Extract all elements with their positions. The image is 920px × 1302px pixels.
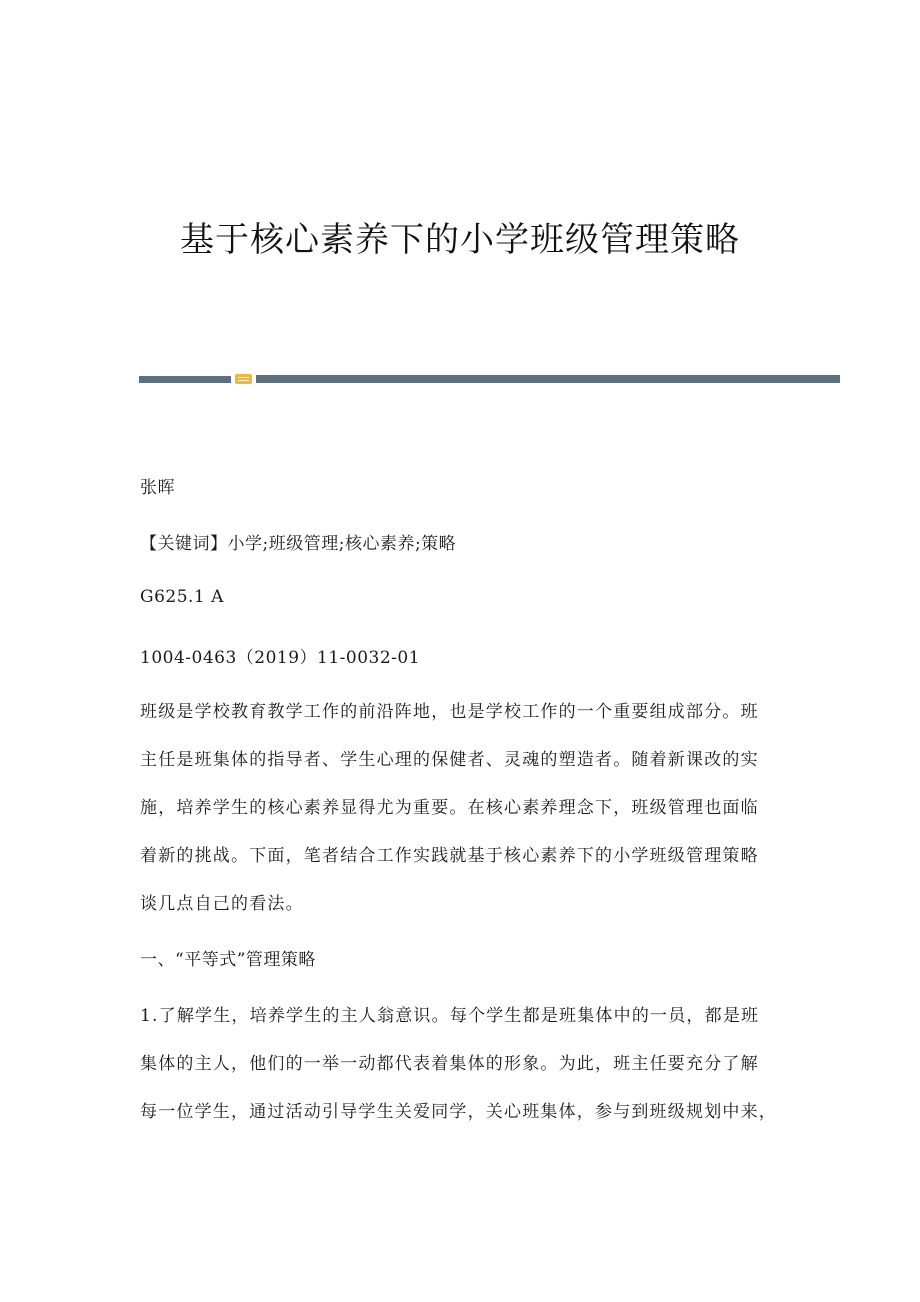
paragraph-line: 施，培养学生的核心素养显得尤为重要。在核心素养理念下，班级管理也面临 [140,798,759,818]
paragraph-line: 谈几点自己的看法。 [140,894,304,914]
article-number: 1004-0463（2019）11-0032-01 [140,648,421,668]
keywords: 【关键词】小学;班级管理;核心素养;策略 [140,534,457,554]
divider-bar-left [139,376,231,383]
page-title: 基于核心素养下的小学班级管理策略 [180,220,740,260]
author: 张晖 [140,478,175,498]
paragraph-line: 着新的挑战。下面，笔者结合工作实践就基于核心素养下的小学班级管理策略 [140,846,759,866]
divider-bar-right [256,375,840,383]
paragraph-line: 1.了解学生，培养学生的主人翁意识。每个学生都是班集体中的一员，都是班 [140,1006,760,1026]
classification-code: G625.1 A [140,587,224,607]
paragraph-line: 每一位学生，通过活动引导学生关爱同学，关心班集体，参与到班级规划中来， [140,1102,777,1122]
paragraph-line: 班级是学校教育教学工作的前沿阵地，也是学校工作的一个重要组成部分。班 [140,702,759,722]
divider-ornament-icon [235,374,252,384]
title-divider [139,374,840,384]
paragraph-line: 集体的主人，他们的一举一动都代表着集体的形象。为此，班主任要充分了解 [140,1054,759,1074]
section-heading: 一、“平等式”管理策略 [140,950,316,970]
paragraph-line: 主任是班集体的指导者、学生心理的保健者、灵魂的塑造者。随着新课改的实 [140,750,759,770]
